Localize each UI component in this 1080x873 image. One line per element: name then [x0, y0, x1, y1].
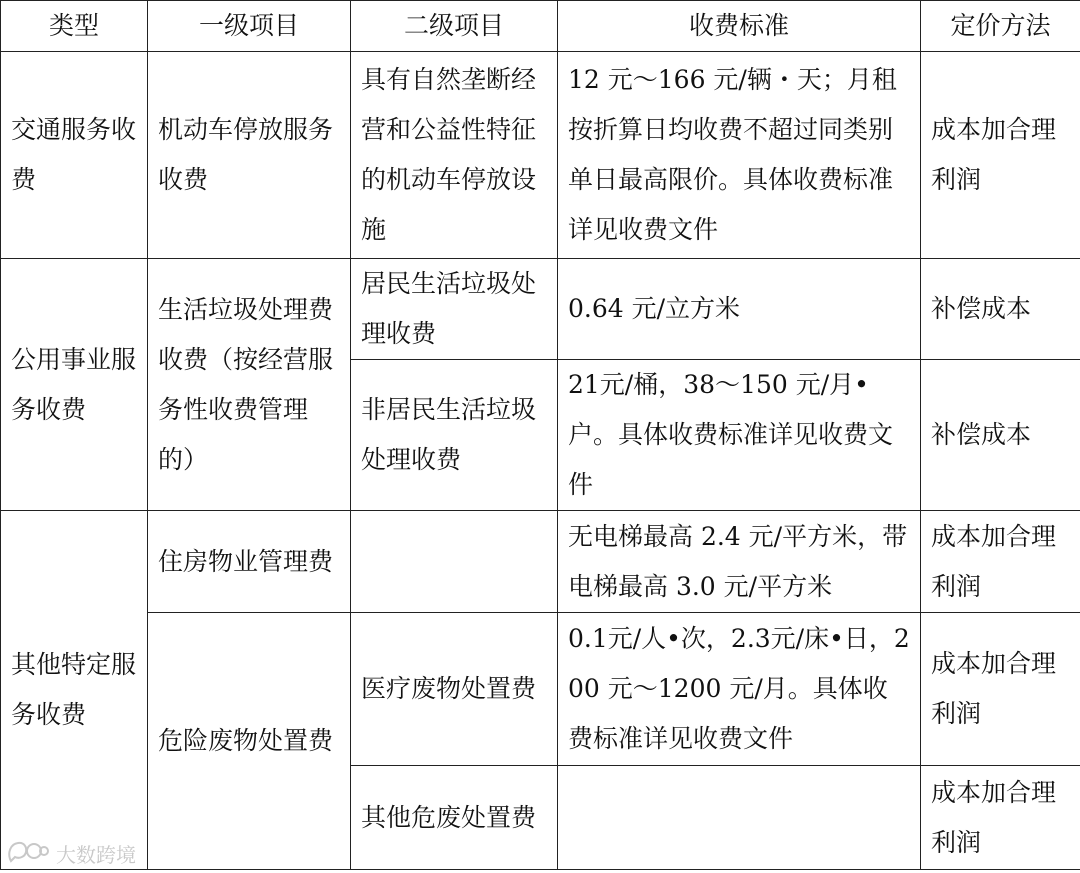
cell-standard: 21元/桶，38～150 元/月•户。具体收费标准详见收费文件: [558, 360, 921, 511]
cell-type: 其他特定服务收费: [1, 511, 148, 870]
cell-standard: 无电梯最高 2.4 元/平方米，带电梯最高 3.0 元/平方米: [558, 511, 921, 613]
cell-level2: 居民生活垃圾处理收费: [351, 259, 558, 360]
table-row: [1, 511, 1080, 613]
cell-method: 补偿成本: [921, 360, 1080, 511]
cell-method: 成本加合理利润: [921, 52, 1080, 259]
header-level1: 一级项目: [148, 1, 351, 52]
cell-level2: [351, 511, 558, 613]
cell-type: 交通服务收费: [1, 52, 148, 259]
cell-level2: 其他危废处置费: [351, 766, 558, 870]
cell-method: 补偿成本: [921, 259, 1080, 360]
cell-method: 成本加合理利润: [921, 511, 1080, 613]
header-type: 类型: [1, 1, 148, 52]
watermark-text: 大数跨境: [56, 842, 136, 867]
cell-level1: 住房物业管理费: [148, 511, 351, 613]
header-method: 定价方法: [921, 1, 1080, 52]
table-header-row: [1, 1, 1080, 52]
cell-level1: 生活垃圾处理费收费（按经营服务性收费管理的）: [148, 259, 351, 511]
cell-method: 成本加合理利润: [921, 613, 1080, 766]
cell-level1: 机动车停放服务收费: [148, 52, 351, 259]
speech-bubble-logo-icon: [6, 839, 50, 868]
cell-level2: 医疗废物处置费: [351, 613, 558, 766]
cell-standard: 0.1元/人•次，2.3元/床•日，200 元～1200 元/月。具体收费标准详见收费文件: [558, 613, 921, 766]
cell-method: 成本加合理利润: [921, 766, 1080, 870]
cell-level1: 危险废物处置费: [148, 613, 351, 870]
header-level2: 二级项目: [351, 1, 558, 52]
cell-level2: 非居民生活垃圾处理收费: [351, 360, 558, 511]
cell-standard: 12 元～166 元/辆・天；月租按折算日均收费不超过同类别单日最高限价。具体收费标准详见收费文件: [558, 52, 921, 259]
table-row: [1, 613, 1080, 766]
table-row: [1, 52, 1080, 259]
cell-level2: 具有自然垄断经营和公益性特征的机动车停放设施: [351, 52, 558, 259]
watermark: [6, 838, 136, 868]
cell-standard: [558, 766, 921, 870]
table-row: [1, 259, 1080, 360]
cell-type: 公用事业服务收费: [1, 259, 148, 511]
header-standard: 收费标准: [558, 1, 921, 52]
cell-standard: 0.64 元/立方米: [558, 259, 921, 360]
